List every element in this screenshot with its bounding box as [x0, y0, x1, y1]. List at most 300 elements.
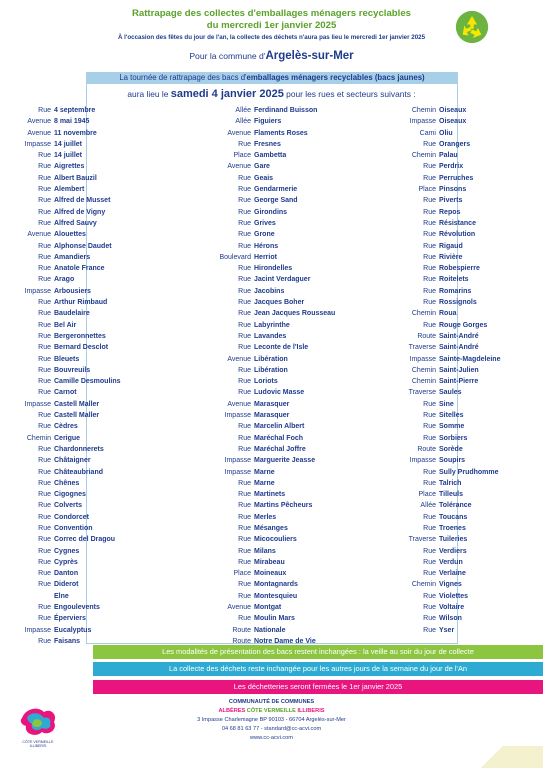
street-type: Rue [423, 242, 436, 250]
street-type: Rue [238, 140, 251, 148]
street-row [38, 105, 121, 116]
street-name: Castell Maller [54, 400, 100, 408]
street-type: Rue [38, 637, 51, 645]
street-type: Rue [238, 219, 251, 227]
street-type: Rue [423, 423, 436, 431]
street-name: Montgat [254, 604, 282, 612]
street-row [238, 444, 335, 455]
street-name: Ludovic Masse [254, 389, 305, 397]
street-row [38, 308, 121, 319]
street-name: Saint-Pierre [439, 378, 479, 386]
street-name: Robespierre [439, 265, 480, 273]
street-row [238, 331, 335, 342]
street-type: Chemin [411, 366, 436, 374]
street-row [227, 161, 335, 172]
street-type: Chemin [26, 434, 51, 442]
street-row [38, 387, 121, 398]
street-name: Somme [439, 423, 465, 431]
street-row [238, 557, 335, 568]
street-row [38, 602, 121, 613]
street-type: Rue [423, 208, 436, 216]
street-type: Rue [423, 197, 436, 205]
street-row [238, 195, 335, 206]
street-row [411, 365, 500, 376]
street-row [38, 184, 121, 195]
street-type: Impasse [224, 457, 251, 465]
street-name: Arthur Rimbaud [54, 299, 108, 307]
street-row [423, 591, 500, 602]
street-name: Palau [439, 152, 458, 160]
street-type: Rue [38, 174, 51, 182]
street-name: Merles [254, 513, 277, 521]
street-name: Martins Pêcheurs [254, 502, 313, 510]
street-name: Pinsons [439, 186, 467, 194]
street-column-2 [219, 105, 336, 647]
street-row [24, 625, 121, 636]
street-name: Geais [254, 174, 274, 182]
street-name: 8 mai 1945 [54, 118, 90, 126]
title-line-1: Rattrapage des collectes d'emballages ménagers recyclables [131, 8, 412, 19]
street-type: Allée [235, 118, 251, 126]
street-type: Rue [238, 615, 251, 623]
street-type: Allée [420, 502, 436, 510]
street-type: Rue [38, 558, 51, 566]
street-type: Rue [38, 163, 51, 171]
street-row [423, 433, 500, 444]
street-type: Rue [238, 592, 251, 600]
street-type: Rue [423, 140, 436, 148]
street-name: Bel Air [54, 321, 77, 329]
street-name: Mirabeau [254, 558, 285, 566]
street-row [38, 297, 121, 308]
street-name: Cigognes [54, 491, 86, 499]
street-type: Rue [238, 558, 251, 566]
logo-text: CÔTE VERMEILLE ILLIBERIS [22, 740, 54, 748]
street-type: Rue [423, 231, 436, 239]
street-name: Figuiers [254, 118, 282, 126]
street-row [38, 478, 121, 489]
street-type: Rue [238, 524, 251, 532]
street-type: Rue [238, 434, 251, 442]
street-name: Marcelin Albert [254, 423, 305, 431]
street-name: Sainte-Magdeleine [439, 355, 501, 363]
collection-date: samedi 4 janvier 2025 [170, 88, 284, 100]
street-type: Rue [38, 310, 51, 318]
street-type: Route [232, 626, 251, 634]
street-type: Avenue [227, 355, 251, 363]
street-row [423, 229, 500, 240]
street-row [408, 342, 500, 353]
street-type: Rue [238, 299, 251, 307]
street-name: Marne [254, 468, 275, 476]
street-row [423, 286, 500, 297]
street-row [238, 613, 335, 624]
street-row [423, 512, 500, 523]
street-type: Rue [423, 265, 436, 273]
street-name: Maréchal Foch [254, 434, 304, 442]
dateline-after: pour les rues et secteurs suivants : [283, 89, 416, 99]
street-row [238, 274, 335, 285]
street-name: Diderot [54, 581, 79, 589]
street-row [238, 173, 335, 184]
street-name: Jean Jacques Rousseau [254, 310, 336, 318]
street-row [238, 512, 335, 523]
street-row [38, 467, 121, 478]
street-row [423, 613, 500, 624]
street-row [38, 523, 121, 534]
street-row [238, 263, 335, 274]
street-name: Marguerite Jeasse [254, 457, 316, 465]
street-type: Rue [423, 615, 436, 623]
street-row [423, 568, 500, 579]
street-type: Rue [238, 423, 251, 431]
street-name: Rouge Gorges [439, 321, 488, 329]
street-row [238, 184, 335, 195]
street-type: Avenue [227, 604, 251, 612]
street-row [54, 591, 121, 602]
street-name: Carnot [54, 389, 77, 397]
street-name: Bernard Desclot [54, 344, 109, 352]
street-row [238, 489, 335, 500]
street-type: Rue [423, 592, 436, 600]
street-type: Chemin [411, 378, 436, 386]
street-type: Impasse [409, 355, 436, 363]
street-type: Route [232, 637, 251, 645]
street-name: Leconte de l'Isle [254, 344, 309, 352]
footer-contact: 04 68 81 63 77 - standard@cc-acvi.com [221, 726, 322, 732]
street-type: Rue [238, 208, 251, 216]
street-type: Rue [423, 321, 436, 329]
street-type: Rue [238, 321, 251, 329]
street-row [38, 455, 121, 466]
footer [0, 698, 543, 743]
commune-line [0, 50, 543, 62]
street-name: Talrich [439, 479, 462, 487]
street-type: Rue [238, 197, 251, 205]
street-type: Avenue [27, 231, 51, 239]
street-name: Voltaire [439, 604, 465, 612]
street-type: Rue [423, 400, 436, 408]
street-name: Marne [254, 479, 275, 487]
street-row [423, 241, 500, 252]
street-name: Oliu [439, 129, 453, 137]
street-name: Lavandes [254, 332, 287, 340]
street-row [233, 150, 335, 161]
org-line-1: COMMUNAUTÉ DE COMMUNES [228, 699, 315, 705]
street-name: Alfred de Musset [54, 197, 111, 205]
street-name: Moineaux [254, 570, 287, 578]
notice-band-collection: La collecte des déchets reste inchangée pour les autres jours de la semaine du jour de l'An [93, 662, 543, 676]
street-type: Impasse [24, 400, 51, 408]
street-name: Révolution [439, 231, 476, 239]
street-type: Rue [38, 378, 51, 386]
street-type: Chemin [411, 107, 436, 114]
street-row [423, 410, 500, 421]
street-row [423, 523, 500, 534]
street-type: Route [417, 445, 436, 453]
street-name: Verlaine [439, 570, 466, 578]
street-row [38, 376, 121, 387]
street-name: Gambetta [254, 152, 287, 160]
street-row [227, 399, 335, 410]
street-type: Rue [423, 626, 436, 634]
street-name: Cygnes [54, 547, 80, 555]
street-name: Correc del Dragou [54, 536, 116, 544]
street-name: Yser [439, 626, 455, 634]
street-row [38, 263, 121, 274]
street-row [235, 105, 335, 116]
street-type: Rue [423, 287, 436, 295]
street-row [38, 500, 121, 511]
street-type: Rue [423, 412, 436, 420]
street-row [238, 478, 335, 489]
street-type: Rue [38, 412, 51, 420]
title-line-2: du mercredi 1er janvier 2025 [206, 20, 337, 31]
street-row [38, 342, 121, 353]
street-name: Convention [54, 524, 93, 532]
street-row [227, 128, 335, 139]
street-row [219, 252, 335, 263]
street-row [238, 365, 335, 376]
street-row [423, 546, 500, 557]
street-name: Soupirs [439, 457, 466, 465]
street-name: Albert Bauzil [54, 174, 97, 182]
street-row [233, 568, 335, 579]
street-name: Roua [439, 310, 457, 318]
street-row [238, 523, 335, 534]
street-name: Violettes [439, 592, 469, 600]
street-type: Rue [238, 344, 251, 352]
street-name: Bouvreuils [54, 366, 91, 374]
street-name: Sitelles [439, 412, 464, 420]
street-type: Rue [423, 524, 436, 532]
street-type: Rue [423, 604, 436, 612]
street-row [423, 195, 500, 206]
street-type: Rue [238, 174, 251, 182]
street-row [423, 297, 500, 308]
street-row [238, 320, 335, 331]
street-name: Elne [54, 592, 69, 600]
street-name: Micocouliers [254, 536, 297, 544]
street-name: Notre Dame de Vie [254, 637, 316, 645]
street-name: Castell Maller [54, 412, 100, 420]
street-row [408, 387, 500, 398]
street-row [423, 421, 500, 432]
street-row [408, 534, 500, 545]
street-type: Rue [238, 231, 251, 239]
street-row [24, 399, 121, 410]
banner-prefix: La tournée de rattrapage des bacs d' [119, 73, 247, 82]
street-type: Rue [423, 513, 436, 521]
street-type: Rue [238, 287, 251, 295]
street-row [423, 263, 500, 274]
street-type: Rue [38, 219, 51, 227]
street-row [411, 308, 500, 319]
street-row [423, 252, 500, 263]
street-type: Avenue [27, 118, 51, 126]
street-name: 11 novembre [54, 129, 97, 137]
street-row [38, 579, 121, 590]
street-row [38, 331, 121, 342]
street-name: Romarins [439, 287, 472, 295]
street-name: Colverts [54, 502, 83, 510]
street-row [238, 342, 335, 353]
street-row [423, 218, 500, 229]
street-row [411, 376, 500, 387]
street-row [38, 161, 121, 172]
street-name: Wilson [439, 615, 462, 623]
street-row [423, 602, 500, 613]
street-type: Rue [38, 152, 51, 160]
street-name: Vignes [439, 581, 462, 589]
org-albere: ALBÈRES [218, 708, 246, 714]
street-name: Loriots [254, 378, 278, 386]
street-type: Rue [238, 389, 251, 397]
street-name: Rigaud [439, 242, 463, 250]
street-type: Chemin [411, 310, 436, 318]
street-row [232, 625, 335, 636]
street-name: Marasquer [254, 400, 290, 408]
street-name: Éperviers [54, 615, 86, 623]
street-name: Camille Desmoulins [54, 378, 121, 386]
org-cote: CÔTE VERMEILLE [246, 708, 296, 714]
street-type: Avenue [27, 129, 51, 137]
street-name: Hirondelles [254, 265, 293, 273]
street-row [423, 161, 500, 172]
street-name: Gendarmerie [254, 186, 298, 194]
street-type: Rue [38, 513, 51, 521]
street-row [419, 128, 500, 139]
street-name: Flaments Roses [254, 129, 308, 137]
street-row [38, 354, 121, 365]
notice-band-dechetteries: Les déchetteries seront fermées le 1er janvier 2025 [93, 680, 543, 694]
street-type: Rue [38, 197, 51, 205]
street-name: Anatole France [54, 265, 105, 273]
street-type: Rue [38, 355, 51, 363]
dateline-before: aura lieu le [127, 89, 171, 99]
street-row [24, 139, 121, 150]
street-name: Sorbiers [439, 434, 468, 442]
street-type: Impasse [224, 412, 251, 420]
street-type: Rue [238, 265, 251, 273]
street-name: Verdiers [439, 547, 467, 555]
street-name: Chardonnerets [54, 445, 104, 453]
street-row [38, 421, 121, 432]
street-name: Condorcet [54, 513, 89, 521]
street-name: Milans [254, 547, 276, 555]
street-row [423, 274, 500, 285]
street-type: Rue [423, 547, 436, 555]
street-type: Rue [238, 332, 251, 340]
street-name: Danton [54, 570, 79, 578]
street-name: Herriot [254, 253, 277, 261]
street-row [38, 557, 121, 568]
street-row [235, 116, 335, 127]
street-row [238, 286, 335, 297]
street-name: Cèdres [54, 423, 78, 431]
street-name: Saint-André [439, 332, 479, 340]
street-name: Oiseaux [439, 118, 467, 126]
street-name: Cyprès [54, 558, 78, 566]
street-name: Saint-Julien [439, 366, 479, 374]
street-type: Impasse [224, 468, 251, 476]
street-row [238, 297, 335, 308]
street-name: Jacques Boher [254, 299, 305, 307]
street-name: Alphonse Daudet [54, 242, 112, 250]
subtitle: À l'occasion des fêtes du jour de l'an, la collecte des déchets n'aura pas lieu le mercredi 1er janvier 2025 [117, 34, 426, 41]
street-name: Rivière [439, 253, 463, 261]
street-row [38, 195, 121, 206]
street-type: Rue [38, 366, 51, 374]
street-row [38, 546, 121, 557]
street-type: Rue [238, 242, 251, 250]
street-row [238, 500, 335, 511]
street-type: Traverse [408, 344, 436, 352]
street-row [418, 489, 500, 500]
footer-website[interactable]: www.cc-acvi.com [250, 735, 293, 741]
street-row [38, 489, 121, 500]
street-type: Traverse [408, 389, 436, 397]
street-name: Maréchal Joffre [254, 445, 306, 453]
street-name: Oiseaux [439, 107, 467, 114]
street-name: Jacobins [254, 287, 285, 295]
street-type: Rue [38, 253, 51, 261]
street-row [38, 274, 121, 285]
street-type: Rue [423, 468, 436, 476]
street-name: Gare [254, 163, 270, 171]
street-name: 14 juillet [54, 152, 83, 160]
street-name: Tilleuls [439, 491, 463, 499]
street-type: Rue [38, 570, 51, 578]
street-type: Rue [238, 581, 251, 589]
street-row [38, 218, 121, 229]
street-type: Place [233, 152, 251, 160]
street-name: Piverts [439, 197, 463, 205]
street-type: Traverse [408, 536, 436, 544]
street-name: Grives [254, 219, 276, 227]
corner-decoration [461, 746, 543, 768]
street-type: Avenue [227, 400, 251, 408]
street-row [238, 229, 335, 240]
street-name: Troenes [439, 524, 466, 532]
street-row [417, 444, 500, 455]
street-row [238, 591, 335, 602]
street-row [38, 365, 121, 376]
street-type: Rue [423, 299, 436, 307]
street-name: Martinets [254, 491, 286, 499]
commune-prefix: Pour la commune d' [189, 51, 266, 61]
street-name: Alouettes [54, 231, 86, 239]
street-type: Impasse [24, 140, 51, 148]
street-name: Amandiers [54, 253, 91, 261]
street-name: Arbousiers [54, 287, 91, 295]
street-name: Labyrinthe [254, 321, 290, 329]
street-type: Rue [423, 174, 436, 182]
street-row [38, 613, 121, 624]
street-type: Rue [238, 366, 251, 374]
street-type: Rue [38, 208, 51, 216]
street-row [423, 139, 500, 150]
street-name: Perdrix [439, 163, 464, 171]
street-name: Moulin Mars [254, 615, 295, 623]
street-name: Sine [439, 400, 454, 408]
street-type: Avenue [227, 163, 251, 171]
street-row [409, 354, 501, 365]
street-row [238, 241, 335, 252]
street-row [423, 467, 500, 478]
street-name: Ferdinand Buisson [254, 107, 318, 114]
street-row [423, 173, 500, 184]
